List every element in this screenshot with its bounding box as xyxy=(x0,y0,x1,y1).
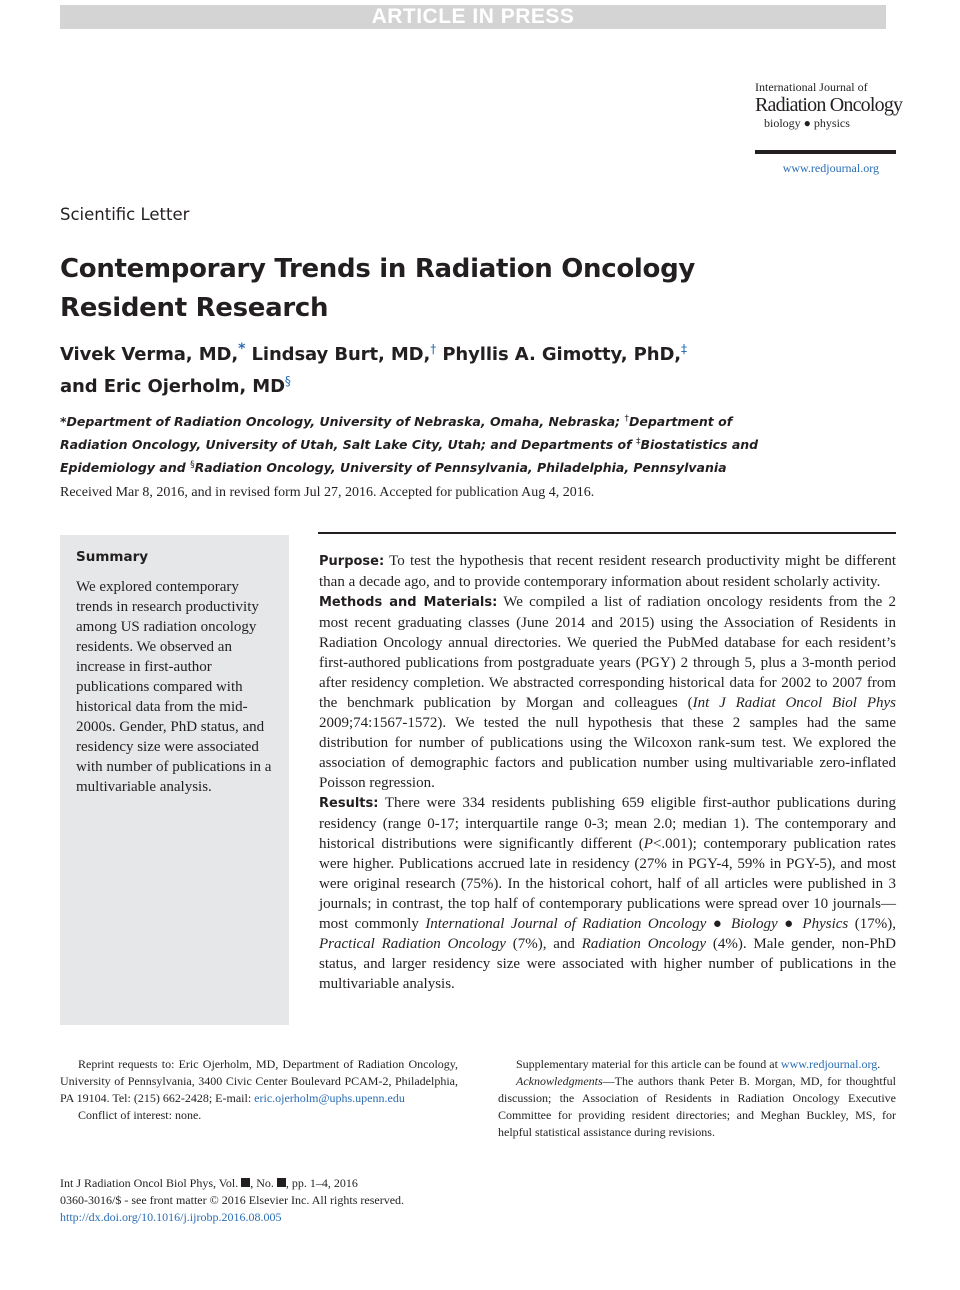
reprint-text: Reprint requests to: Eric Ojerholm, MD, Department of Radiation Oncology, University of Pennsylvania, 3400 Civic Center Boulevard PCAM-2, Philadelphia, PA 19104. Tel: (215) 662-2428; E-mail: xyxy=(60,1057,458,1105)
citation-line-1 xyxy=(60,1175,560,1192)
purpose-text: To test the hypothesis that recent resident research productivity might be different than a decade ago, and to provide contemporary information about resident scholarly activity. xyxy=(319,553,896,590)
abstract-purpose xyxy=(319,551,896,592)
issue-placeholder-icon xyxy=(277,1178,286,1187)
results-text-b: <.001); contemporary publication rates were higher. Publications accrued late in residency (27% in PGY-4, 59% in PGY-5), and most were original research (75%). In the historical cohort, half of all articles were published in 3 journals; in contrast, the top half of contemporary publications were spread over 10 journals—most commonly xyxy=(319,836,896,932)
email-link[interactable]: eric.ojerholm@uphs.upenn.edu xyxy=(254,1091,405,1105)
affiliation-mark-4: § xyxy=(190,460,195,471)
doi-link[interactable]: http://dx.doi.org/10.1016/j.ijrobp.2016.08.005 xyxy=(60,1210,282,1224)
supplementary-text: Supplementary material for this article can be found at xyxy=(516,1057,781,1071)
author-1-mark[interactable]: * xyxy=(238,341,246,357)
citation-number: , No. xyxy=(250,1176,277,1190)
citation-line-2: 0360-3016/$ - see front matter © 2016 Elsevier Inc. All rights reserved. xyxy=(60,1193,405,1207)
affiliation-2: Department of Radiation Oncology, University of Utah, Salt Lake City, Utah; and Departments of xyxy=(60,414,733,453)
results-text-a: There were 334 residents publishing 659 eligible first-author publications during residency (range 0-17; interquartile range 0-3; mean 2.0; median 1). The contemporary and historical distributions were significantly different ( xyxy=(319,795,896,852)
article-title: Contemporary Trends in Radiation Oncology Resident Research xyxy=(60,254,696,323)
volume-placeholder-icon xyxy=(241,1178,250,1187)
citation-block xyxy=(60,1175,560,1226)
affiliation-mark-3: ‡ xyxy=(635,437,641,448)
author-2: Lindsay Burt, MD, xyxy=(251,344,431,365)
methods-text-b: 2009;74:1567-1572). We tested the null hypothesis that these 2 samples had the same distribution for number of publications using the Wilcoxon rank-sum test. We explored the association of demographic factors and publication number using multivariable zero-inflated Poisson regression. xyxy=(319,715,896,791)
conflict-of-interest: Conflict of interest: none. xyxy=(78,1108,202,1122)
abstract xyxy=(319,551,896,994)
journal-logo-line2: Radiation Oncology xyxy=(755,94,903,116)
affiliation-1: *Department of Radiation Oncology, University of Nebraska, Omaha, Nebraska; xyxy=(60,414,625,430)
results-journal-2: Practical Radiation Oncology xyxy=(319,936,506,952)
received-dates: Received Mar 8, 2016, and in revised form Jul 27, 2016. Accepted for publication Aug 4, 2016. xyxy=(60,485,595,500)
journal-logo xyxy=(755,80,905,130)
methods-journal: Int J Radiat Oncol Biol Phys xyxy=(692,695,896,711)
affiliation-3: Biostatistics and Epidemiology and xyxy=(60,437,759,476)
supplementary-note: Supplementary material for this article can be found at www.redjournal.org. xyxy=(516,1057,881,1071)
methods-label: Methods and Materials: xyxy=(319,595,498,610)
journal-logo-line1: International Journal of xyxy=(755,80,868,94)
summary-text: We explored contemporary trends in research productivity among US radiation oncology residents. We observed an increase in first-author publications compared with historical data from the mid-2000s. Gender, PhD status, and residency size were associated with number of publications in a multivariable analysis. xyxy=(76,579,272,795)
affiliation-mark-2: † xyxy=(624,414,629,424)
journal-logo-line3: biology ● physics xyxy=(764,116,850,130)
acknowledgments-text: —The authors thank Peter B. Morgan, MD, for thoughtful discussion; the Association of Residents in Radiation Oncology Executive Committee for providing resident directories; and Meghan Buckley, MS, for helpful statistical assistance during revisions. xyxy=(498,1074,896,1139)
results-p-symbol: P xyxy=(643,836,653,852)
summary-box xyxy=(60,535,289,1025)
citation-journal: Int J Radiation Oncol Biol Phys, Vol. xyxy=(60,1176,242,1190)
results-journal-3: Radiation Oncology xyxy=(581,936,707,952)
abstract-methods xyxy=(319,592,896,793)
abstract-results xyxy=(319,793,896,994)
reprint-requests xyxy=(60,1056,458,1107)
methods-text-a: We compiled a list of radiation oncology residents from the 2 most recent graduating classes (June 2014 and 2015) using the Association of Residents in Radiation Oncology annual directories. We queried the PubMed database for each resident’s first-authored publications from postgraduate years (PGY) 2 through 5, plus a 3-month period after residency completion. We abstracted corresponding historical data for 2002 to 2007 from the benchmark publication by Morgan and colleagues ( xyxy=(319,594,896,711)
author-3: Phyllis A. Gimotty, PhD, xyxy=(442,344,682,365)
results-journal-1: International Journal of Radiation Oncology ● Biology ● Physics xyxy=(425,916,849,932)
author-2-mark[interactable]: † xyxy=(430,342,437,356)
affiliations xyxy=(60,409,780,478)
author-3-mark[interactable]: ‡ xyxy=(681,342,687,356)
purpose-label: Purpose: xyxy=(319,554,385,569)
results-text-d: (7%), and xyxy=(505,936,582,952)
acknowledgments xyxy=(498,1073,896,1141)
footnotes-right xyxy=(498,1056,896,1141)
author-list xyxy=(60,336,760,400)
author-4: and Eric Ojerholm, MD xyxy=(60,376,285,397)
citation-pages: , pp. 1–4, 2016 xyxy=(285,1176,358,1190)
results-text-c: (17%), xyxy=(848,916,896,932)
results-text-e: (4%). Male gender, non-PhD status, and larger residency size were associated with higher number of publications in the multivariable analysis. xyxy=(319,936,896,992)
abstract-divider xyxy=(318,532,896,534)
footnotes-left xyxy=(60,1056,458,1124)
author-1: Vivek Verma, MD, xyxy=(60,344,239,365)
article-in-press-banner: ARTICLE IN PRESS xyxy=(60,5,886,29)
author-4-mark[interactable]: § xyxy=(284,374,291,388)
journal-url-link[interactable]: www.redjournal.org xyxy=(782,161,879,175)
acknowledgments-label: Acknowledgments xyxy=(516,1074,603,1088)
supplementary-link[interactable]: www.redjournal.org xyxy=(780,1057,878,1071)
logo-divider xyxy=(755,150,896,154)
affiliation-4: Radiation Oncology, University of Pennsylvania, Philadelphia, Pennsylvania xyxy=(194,460,727,476)
results-label: Results: xyxy=(319,796,379,811)
section-label: Scientific Letter xyxy=(60,205,190,224)
summary-title: Summary xyxy=(76,549,149,565)
